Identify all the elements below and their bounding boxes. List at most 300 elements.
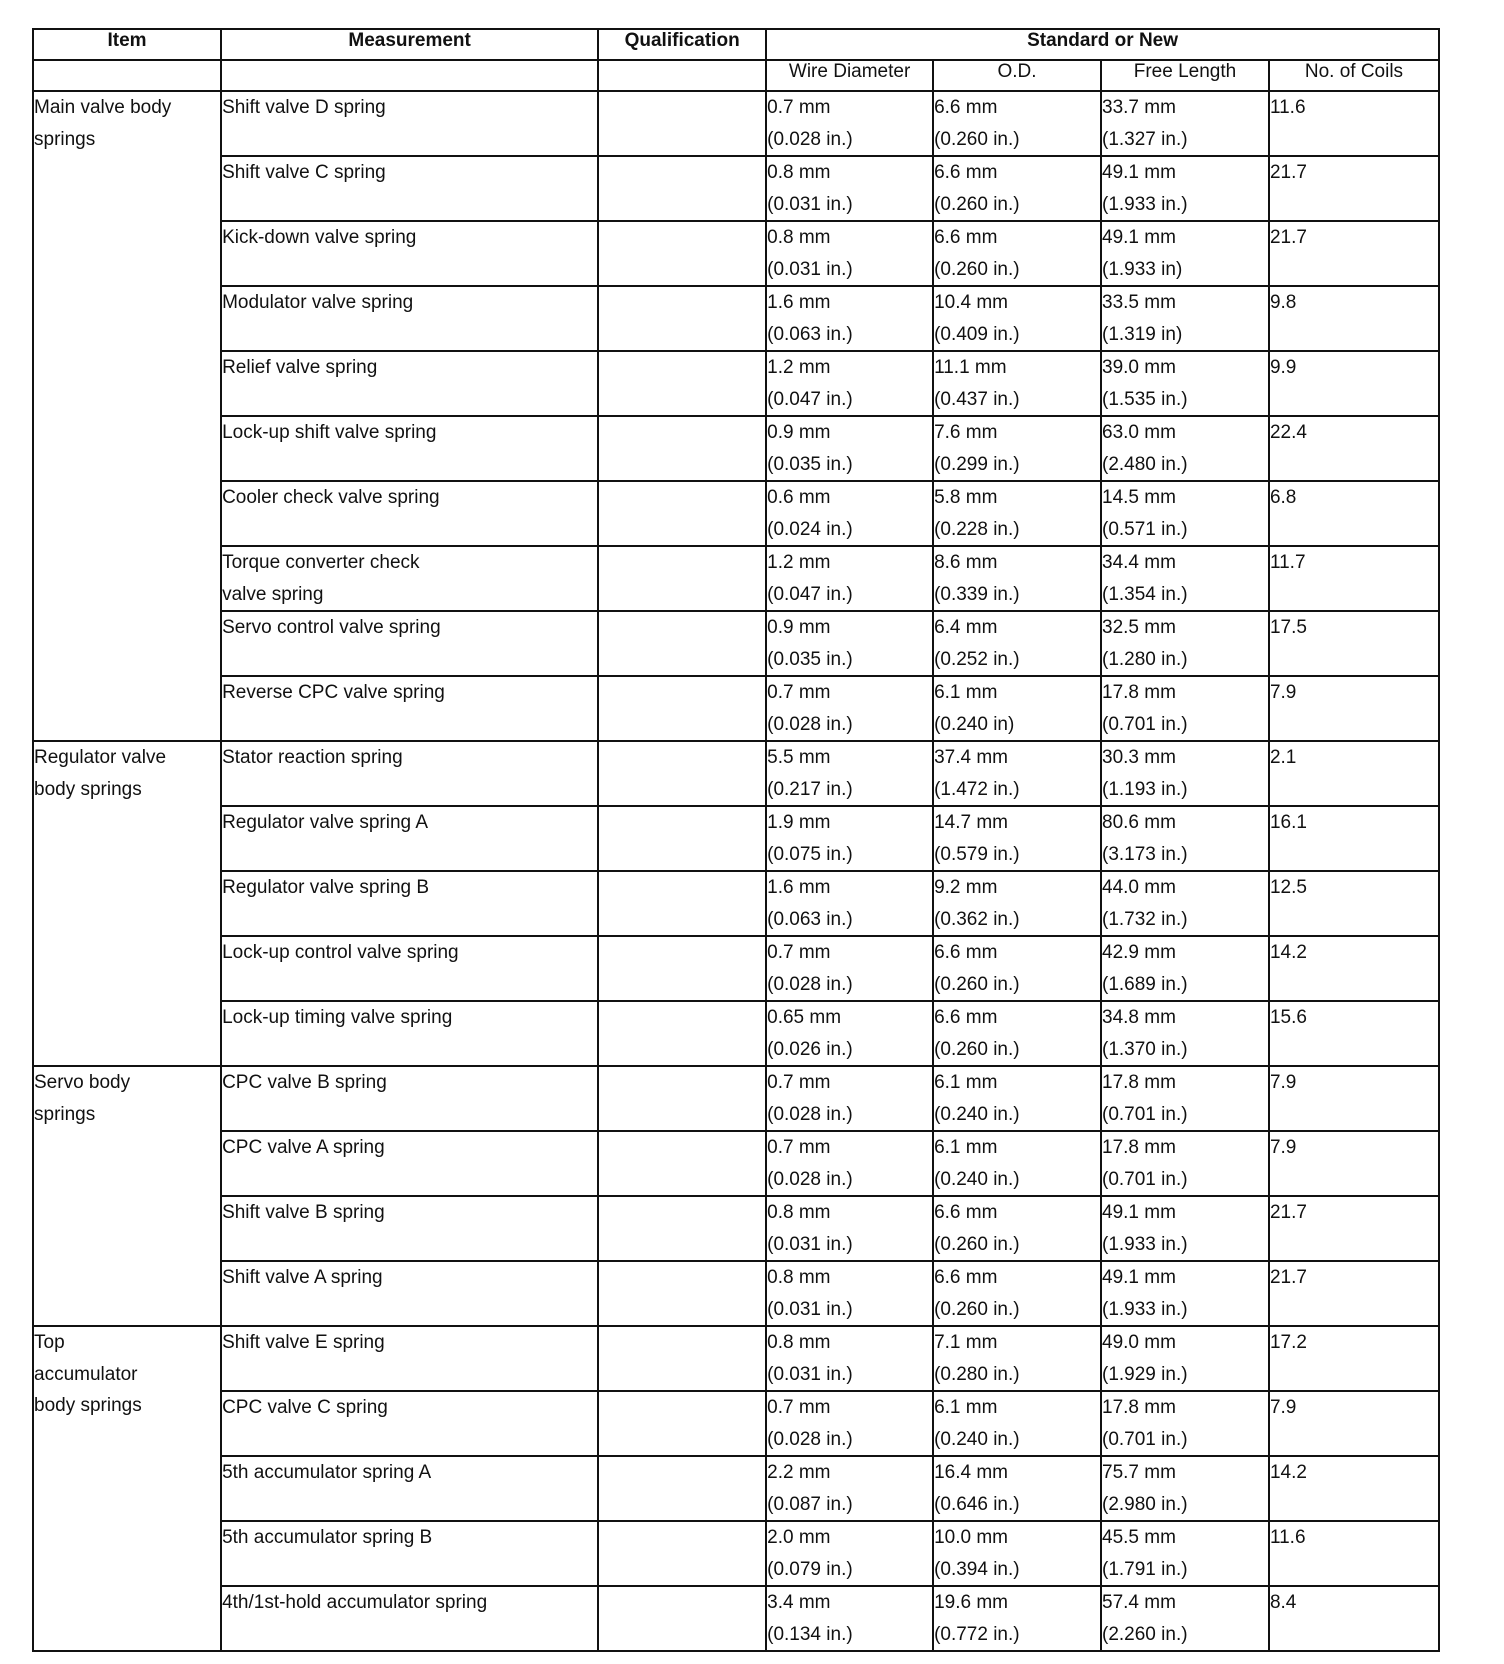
- coils-value: 8.4: [1269, 1586, 1439, 1651]
- free-length-value-imperial: (1.319 in): [1102, 323, 1183, 345]
- free-length-value-cell: [1101, 156, 1269, 221]
- measurement-label: Shift valve C spring: [222, 162, 386, 183]
- coils-value: 7.9: [1269, 676, 1439, 741]
- free-length-value-metric: 49.1 mm: [1102, 162, 1176, 183]
- od-value-imperial: (0.579 in.): [934, 843, 1020, 865]
- free-length-value-cell: [1101, 546, 1269, 611]
- table-row: [33, 221, 1439, 286]
- measurement-cell: [221, 351, 598, 416]
- wire-diameter-value-cell: [766, 1131, 933, 1196]
- free-length-value-metric: 34.4 mm: [1102, 552, 1176, 573]
- qualification-cell: [598, 936, 766, 1001]
- measurement-label: 4th/1st-hold accumulator spring: [222, 1592, 488, 1613]
- coils-value: 17.5: [1269, 611, 1439, 676]
- od-value-imperial: (0.260 in.): [934, 258, 1020, 280]
- wire-diameter-value-imperial: (0.035 in.): [767, 648, 853, 670]
- od-value-imperial: (0.260 in.): [934, 1038, 1020, 1060]
- od-value-metric: 8.6 mm: [934, 552, 998, 573]
- free-length-value-metric: 17.8 mm: [1102, 1397, 1176, 1418]
- wire-diameter-value-cell: [766, 91, 933, 156]
- table-row: [33, 1586, 1439, 1651]
- free-length-value-cell: [1101, 1391, 1269, 1456]
- wire-diameter-value-imperial: (0.031 in.): [767, 1363, 853, 1385]
- od-value-cell: [933, 1456, 1101, 1521]
- free-length-value-imperial: (0.701 in.): [1102, 1103, 1188, 1125]
- item-label-line: springs: [34, 1103, 96, 1125]
- free-length-value-cell: [1101, 676, 1269, 741]
- free-length-value-imperial: (1.327 in.): [1102, 128, 1188, 150]
- od-value-metric: 6.1 mm: [934, 1072, 998, 1093]
- qualification-cell: [598, 1326, 766, 1391]
- free-length-value-cell: [1101, 1001, 1269, 1066]
- coils-value: 11.6: [1269, 1521, 1439, 1586]
- od-value-cell: [933, 1066, 1101, 1131]
- wire-diameter-value-metric: 0.8 mm: [767, 162, 831, 183]
- measurement-label: Lock-up timing valve spring: [222, 1007, 453, 1028]
- coils-value: 7.9: [1269, 1131, 1439, 1196]
- od-value-metric: 6.6 mm: [934, 1007, 998, 1028]
- measurement-label: Servo control valve spring: [222, 617, 441, 638]
- od-value-imperial: (1.472 in.): [934, 778, 1020, 800]
- measurement-label: Shift valve E spring: [222, 1332, 385, 1353]
- measurement-cell: [221, 546, 598, 611]
- measurement-cell: [221, 416, 598, 481]
- free-length-value-imperial: (1.370 in.): [1102, 1038, 1188, 1060]
- od-value-cell: [933, 286, 1101, 351]
- od-value-cell: [933, 1586, 1101, 1651]
- coils-value: 21.7: [1269, 1261, 1439, 1326]
- free-length-value-metric: 80.6 mm: [1102, 812, 1176, 833]
- od-value-imperial: (0.260 in.): [934, 1298, 1020, 1320]
- wire-diameter-value-imperial: (0.035 in.): [767, 453, 853, 475]
- table-row: [33, 1066, 1439, 1131]
- wire-diameter-value-metric: 0.7 mm: [767, 682, 831, 703]
- wire-diameter-value-cell: [766, 221, 933, 286]
- free-length-value-imperial: (2.260 in.): [1102, 1623, 1188, 1645]
- free-length-value-cell: [1101, 806, 1269, 871]
- free-length-value-cell: [1101, 286, 1269, 351]
- wire-diameter-value-metric: 1.6 mm: [767, 292, 831, 313]
- wire-diameter-value-cell: [766, 286, 933, 351]
- od-value-metric: 16.4 mm: [934, 1462, 1008, 1483]
- wire-diameter-value-cell: [766, 611, 933, 676]
- free-length-value-metric: 63.0 mm: [1102, 422, 1176, 443]
- measurement-cell: [221, 806, 598, 871]
- measurement-label: CPC valve A spring: [222, 1137, 385, 1158]
- od-value-imperial: (0.646 in.): [934, 1493, 1020, 1515]
- measurement-label: Shift valve B spring: [222, 1202, 385, 1223]
- od-value-metric: 6.6 mm: [934, 162, 998, 183]
- wire-diameter-value-cell: [766, 871, 933, 936]
- od-value-imperial: (0.228 in.): [934, 518, 1020, 540]
- wire-diameter-value-cell: [766, 676, 933, 741]
- measurement-cell: [221, 481, 598, 546]
- od-value-imperial: (0.772 in.): [934, 1623, 1020, 1645]
- od-value-cell: [933, 1196, 1101, 1261]
- wire-diameter-value-imperial: (0.026 in.): [767, 1038, 853, 1060]
- free-length-value-imperial: (3.173 in.): [1102, 843, 1188, 865]
- wire-diameter-value-metric: 0.65 mm: [767, 1007, 842, 1028]
- od-value-imperial: (0.260 in.): [934, 973, 1020, 995]
- wire-diameter-value-imperial: (0.028 in.): [767, 1428, 853, 1450]
- od-value-metric: 6.1 mm: [934, 1137, 998, 1158]
- wire-diameter-value-cell: [766, 546, 933, 611]
- wire-diameter-value-cell: [766, 1391, 933, 1456]
- od-value-cell: [933, 156, 1101, 221]
- qualification-cell: [598, 1001, 766, 1066]
- wire-diameter-value-cell: [766, 1196, 933, 1261]
- header-row: [33, 29, 1439, 60]
- wire-diameter-value-cell: [766, 741, 933, 806]
- coils-value: 9.9: [1269, 351, 1439, 416]
- od-value-metric: 5.8 mm: [934, 487, 998, 508]
- wire-diameter-value-imperial: (0.024 in.): [767, 518, 853, 540]
- free-length-value-metric: 49.1 mm: [1102, 1267, 1176, 1288]
- od-value-cell: [933, 611, 1101, 676]
- free-length-value-cell: [1101, 91, 1269, 156]
- od-value-metric: 10.4 mm: [934, 292, 1008, 313]
- od-value-cell: [933, 546, 1101, 611]
- coils-value: 17.2: [1269, 1326, 1439, 1391]
- free-length-value-imperial: (1.732 in.): [1102, 908, 1188, 930]
- measurement-cell: [221, 91, 598, 156]
- free-length-value-imperial: (0.701 in.): [1102, 1428, 1188, 1450]
- od-value-metric: 6.6 mm: [934, 1267, 998, 1288]
- wire-diameter-value-metric: 5.5 mm: [767, 747, 831, 768]
- table-row: [33, 351, 1439, 416]
- item-group-label: [33, 1066, 221, 1326]
- wire-diameter-value-imperial: (0.075 in.): [767, 843, 853, 865]
- wire-diameter-value-metric: 2.0 mm: [767, 1527, 831, 1548]
- free-length-value-imperial: (0.701 in.): [1102, 713, 1188, 735]
- measurement-label: valve spring: [222, 583, 324, 605]
- free-length-value-imperial: (1.535 in.): [1102, 388, 1188, 410]
- measurement-label: Relief valve spring: [222, 357, 378, 378]
- coils-value: 7.9: [1269, 1391, 1439, 1456]
- free-length-value-cell: [1101, 416, 1269, 481]
- measurement-cell: [221, 1196, 598, 1261]
- od-value-imperial: (0.362 in.): [934, 908, 1020, 930]
- qualification-cell: [598, 1196, 766, 1261]
- table-row: [33, 1391, 1439, 1456]
- wire-diameter-value-cell: [766, 481, 933, 546]
- qualification-cell: [598, 676, 766, 741]
- free-length-value-cell: [1101, 1586, 1269, 1651]
- measurement-cell: [221, 871, 598, 936]
- od-value-cell: [933, 936, 1101, 1001]
- free-length-value-imperial: (1.929 in.): [1102, 1363, 1188, 1385]
- measurement-cell: [221, 156, 598, 221]
- wire-diameter-value-cell: [766, 1521, 933, 1586]
- table-row: [33, 1326, 1439, 1391]
- free-length-value-cell: [1101, 351, 1269, 416]
- measurement-cell: [221, 1066, 598, 1131]
- table-row: [33, 481, 1439, 546]
- coils-value: 21.7: [1269, 1196, 1439, 1261]
- measurement-label: Kick-down valve spring: [222, 227, 417, 248]
- wire-diameter-value-imperial: (0.079 in.): [767, 1558, 853, 1580]
- table-row: [33, 741, 1439, 806]
- qualification-cell: [598, 1521, 766, 1586]
- measurement-label: CPC valve C spring: [222, 1397, 388, 1418]
- wire-diameter-value-metric: 1.2 mm: [767, 357, 831, 378]
- measurement-label: Lock-up control valve spring: [222, 942, 459, 963]
- wire-diameter-value-imperial: (0.031 in.): [767, 193, 853, 215]
- subheader-blank: [221, 60, 598, 91]
- subheader-blank: [33, 60, 221, 91]
- header-qualification: Qualification: [598, 29, 766, 60]
- qualification-cell: [598, 611, 766, 676]
- table-row: [33, 936, 1439, 1001]
- header-measurement: Measurement: [221, 29, 598, 60]
- od-value-metric: 19.6 mm: [934, 1592, 1008, 1613]
- measurement-label: Torque converter check: [222, 552, 420, 573]
- measurement-cell: [221, 936, 598, 1001]
- qualification-cell: [598, 156, 766, 221]
- table-row: [33, 286, 1439, 351]
- coils-value: 14.2: [1269, 936, 1439, 1001]
- free-length-value-imperial: (2.480 in.): [1102, 453, 1188, 475]
- od-value-cell: [933, 1521, 1101, 1586]
- od-value-imperial: (0.260 in.): [934, 128, 1020, 150]
- wire-diameter-value-imperial: (0.063 in.): [767, 908, 853, 930]
- item-group-label: [33, 741, 221, 1066]
- od-value-cell: [933, 1326, 1101, 1391]
- free-length-value-metric: 39.0 mm: [1102, 357, 1176, 378]
- free-length-value-metric: 57.4 mm: [1102, 1592, 1176, 1613]
- measurement-label: CPC valve B spring: [222, 1072, 387, 1093]
- coils-value: 12.5: [1269, 871, 1439, 936]
- od-value-metric: 6.6 mm: [934, 1202, 998, 1223]
- free-length-value-cell: [1101, 1196, 1269, 1261]
- table-row: [33, 1131, 1439, 1196]
- od-value-metric: 6.1 mm: [934, 1397, 998, 1418]
- od-value-imperial: (0.260 in.): [934, 193, 1020, 215]
- coils-value: 2.1: [1269, 741, 1439, 806]
- measurement-label: Shift valve D spring: [222, 97, 386, 118]
- od-value-imperial: (0.299 in.): [934, 453, 1020, 475]
- free-length-value-metric: 44.0 mm: [1102, 877, 1176, 898]
- table-row: [33, 871, 1439, 936]
- wire-diameter-value-cell: [766, 416, 933, 481]
- wire-diameter-value-cell: [766, 806, 933, 871]
- wire-diameter-value-imperial: (0.031 in.): [767, 1298, 853, 1320]
- measurement-cell: [221, 676, 598, 741]
- free-length-value-cell: [1101, 1066, 1269, 1131]
- od-value-imperial: (0.240 in): [934, 713, 1015, 735]
- header-item: Item: [33, 29, 221, 60]
- measurement-cell: [221, 221, 598, 286]
- wire-diameter-value-metric: 0.7 mm: [767, 1137, 831, 1158]
- wire-diameter-value-metric: 0.6 mm: [767, 487, 831, 508]
- wire-diameter-value-imperial: (0.134 in.): [767, 1623, 853, 1645]
- wire-diameter-value-metric: 0.8 mm: [767, 1202, 831, 1223]
- free-length-value-imperial: (1.933 in.): [1102, 1298, 1188, 1320]
- subheader-free-length: Free Length: [1101, 60, 1269, 91]
- free-length-value-imperial: (2.980 in.): [1102, 1493, 1188, 1515]
- free-length-value-cell: [1101, 611, 1269, 676]
- wire-diameter-value-metric: 0.7 mm: [767, 1072, 831, 1093]
- coils-value: 11.6: [1269, 91, 1439, 156]
- od-value-metric: 10.0 mm: [934, 1527, 1008, 1548]
- measurement-cell: [221, 1131, 598, 1196]
- spring-spec-table: [32, 28, 1440, 1652]
- qualification-cell: [598, 1066, 766, 1131]
- od-value-cell: [933, 416, 1101, 481]
- table-row: [33, 611, 1439, 676]
- wire-diameter-value-metric: 0.8 mm: [767, 227, 831, 248]
- wire-diameter-value-imperial: (0.028 in.): [767, 1103, 853, 1125]
- table-row: [33, 546, 1439, 611]
- coils-value: 7.9: [1269, 1066, 1439, 1131]
- qualification-cell: [598, 546, 766, 611]
- od-value-metric: 9.2 mm: [934, 877, 998, 898]
- od-value-metric: 37.4 mm: [934, 747, 1008, 768]
- measurement-label: Reverse CPC valve spring: [222, 682, 445, 703]
- wire-diameter-value-imperial: (0.087 in.): [767, 1493, 853, 1515]
- od-value-cell: [933, 351, 1101, 416]
- item-label-line: Main valve body: [34, 97, 172, 118]
- wire-diameter-value-metric: 1.9 mm: [767, 812, 831, 833]
- coils-value: 6.8: [1269, 481, 1439, 546]
- qualification-cell: [598, 806, 766, 871]
- qualification-cell: [598, 221, 766, 286]
- item-label-line: body springs: [34, 778, 142, 800]
- od-value-cell: [933, 1001, 1101, 1066]
- free-length-value-metric: 34.8 mm: [1102, 1007, 1176, 1028]
- wire-diameter-value-metric: 0.9 mm: [767, 422, 831, 443]
- measurement-label: Shift valve A spring: [222, 1267, 383, 1288]
- wire-diameter-value-cell: [766, 156, 933, 221]
- free-length-value-imperial: (0.571 in.): [1102, 518, 1188, 540]
- od-value-metric: 6.6 mm: [934, 942, 998, 963]
- od-value-imperial: (0.280 in.): [934, 1363, 1020, 1385]
- wire-diameter-value-cell: [766, 1066, 933, 1131]
- free-length-value-cell: [1101, 1131, 1269, 1196]
- free-length-value-cell: [1101, 1456, 1269, 1521]
- table-row: [33, 416, 1439, 481]
- item-label-line: body springs: [34, 1395, 142, 1416]
- free-length-value-cell: [1101, 936, 1269, 1001]
- measurement-cell: [221, 1521, 598, 1586]
- free-length-value-imperial: (1.193 in.): [1102, 778, 1188, 800]
- free-length-value-metric: 32.5 mm: [1102, 617, 1176, 638]
- wire-diameter-value-cell: [766, 351, 933, 416]
- free-length-value-cell: [1101, 221, 1269, 286]
- wire-diameter-value-imperial: (0.028 in.): [767, 713, 853, 735]
- free-length-value-imperial: (0.701 in.): [1102, 1168, 1188, 1190]
- wire-diameter-value-imperial: (0.063 in.): [767, 323, 853, 345]
- od-value-imperial: (0.252 in.): [934, 648, 1020, 670]
- qualification-cell: [598, 286, 766, 351]
- measurement-cell: [221, 1326, 598, 1391]
- wire-diameter-value-imperial: (0.031 in.): [767, 1233, 853, 1255]
- coils-value: 21.7: [1269, 156, 1439, 221]
- qualification-cell: [598, 1456, 766, 1521]
- measurement-label: Regulator valve spring A: [222, 812, 429, 833]
- measurement-cell: [221, 1001, 598, 1066]
- table-row: [33, 91, 1439, 156]
- wire-diameter-value-metric: 1.2 mm: [767, 552, 831, 573]
- coils-value: 21.7: [1269, 221, 1439, 286]
- coils-value: 9.8: [1269, 286, 1439, 351]
- od-value-cell: [933, 676, 1101, 741]
- free-length-value-imperial: (1.791 in.): [1102, 1558, 1188, 1580]
- wire-diameter-value-cell: [766, 1261, 933, 1326]
- measurement-cell: [221, 1456, 598, 1521]
- free-length-value-cell: [1101, 1521, 1269, 1586]
- od-value-cell: [933, 1131, 1101, 1196]
- od-value-cell: [933, 741, 1101, 806]
- od-value-imperial: (0.409 in.): [934, 323, 1020, 345]
- od-value-cell: [933, 221, 1101, 286]
- subheader-blank: [598, 60, 766, 91]
- wire-diameter-value-metric: 2.2 mm: [767, 1462, 831, 1483]
- free-length-value-metric: 45.5 mm: [1102, 1527, 1176, 1548]
- qualification-cell: [598, 741, 766, 806]
- table-row: [33, 1261, 1439, 1326]
- table-row: [33, 676, 1439, 741]
- free-length-value-cell: [1101, 1326, 1269, 1391]
- item-label-line: accumulator: [34, 1363, 138, 1385]
- wire-diameter-value-metric: 0.9 mm: [767, 617, 831, 638]
- item-label-line: Regulator valve: [34, 747, 167, 768]
- wire-diameter-value-metric: 0.8 mm: [767, 1267, 831, 1288]
- wire-diameter-value-metric: 3.4 mm: [767, 1592, 831, 1613]
- free-length-value-metric: 75.7 mm: [1102, 1462, 1176, 1483]
- coils-value: 11.7: [1269, 546, 1439, 611]
- measurement-cell: [221, 286, 598, 351]
- od-value-metric: 14.7 mm: [934, 812, 1008, 833]
- od-value-metric: 6.4 mm: [934, 617, 998, 638]
- qualification-cell: [598, 1131, 766, 1196]
- measurement-label: Regulator valve spring B: [222, 877, 430, 898]
- od-value-metric: 7.1 mm: [934, 1332, 998, 1353]
- free-length-value-metric: 49.1 mm: [1102, 227, 1176, 248]
- table-row: [33, 806, 1439, 871]
- free-length-value-cell: [1101, 481, 1269, 546]
- free-length-value-metric: 30.3 mm: [1102, 747, 1176, 768]
- coils-value: 22.4: [1269, 416, 1439, 481]
- od-value-imperial: (0.240 in.): [934, 1428, 1020, 1450]
- qualification-cell: [598, 1391, 766, 1456]
- free-length-value-metric: 17.8 mm: [1102, 1072, 1176, 1093]
- subheader-od: O.D.: [933, 60, 1101, 91]
- qualification-cell: [598, 481, 766, 546]
- wire-diameter-value-cell: [766, 936, 933, 1001]
- od-value-cell: [933, 1261, 1101, 1326]
- measurement-label: Lock-up shift valve spring: [222, 422, 437, 443]
- free-length-value-cell: [1101, 741, 1269, 806]
- free-length-value-metric: 42.9 mm: [1102, 942, 1176, 963]
- free-length-value-imperial: (1.689 in.): [1102, 973, 1188, 995]
- qualification-cell: [598, 416, 766, 481]
- od-value-metric: 11.1 mm: [934, 357, 1007, 378]
- item-label-line: springs: [34, 128, 96, 150]
- free-length-value-metric: 49.0 mm: [1102, 1332, 1176, 1353]
- wire-diameter-value-metric: 0.7 mm: [767, 97, 831, 118]
- od-value-imperial: (0.394 in.): [934, 1558, 1020, 1580]
- qualification-cell: [598, 351, 766, 416]
- measurement-cell: [221, 741, 598, 806]
- free-length-value-imperial: (1.933 in): [1102, 258, 1183, 280]
- table-row: [33, 1196, 1439, 1261]
- wire-diameter-value-metric: 0.8 mm: [767, 1332, 831, 1353]
- subheader-row: [33, 60, 1439, 91]
- wire-diameter-value-cell: [766, 1456, 933, 1521]
- free-length-value-imperial: (1.933 in.): [1102, 1233, 1188, 1255]
- item-label-line: Top: [34, 1332, 65, 1353]
